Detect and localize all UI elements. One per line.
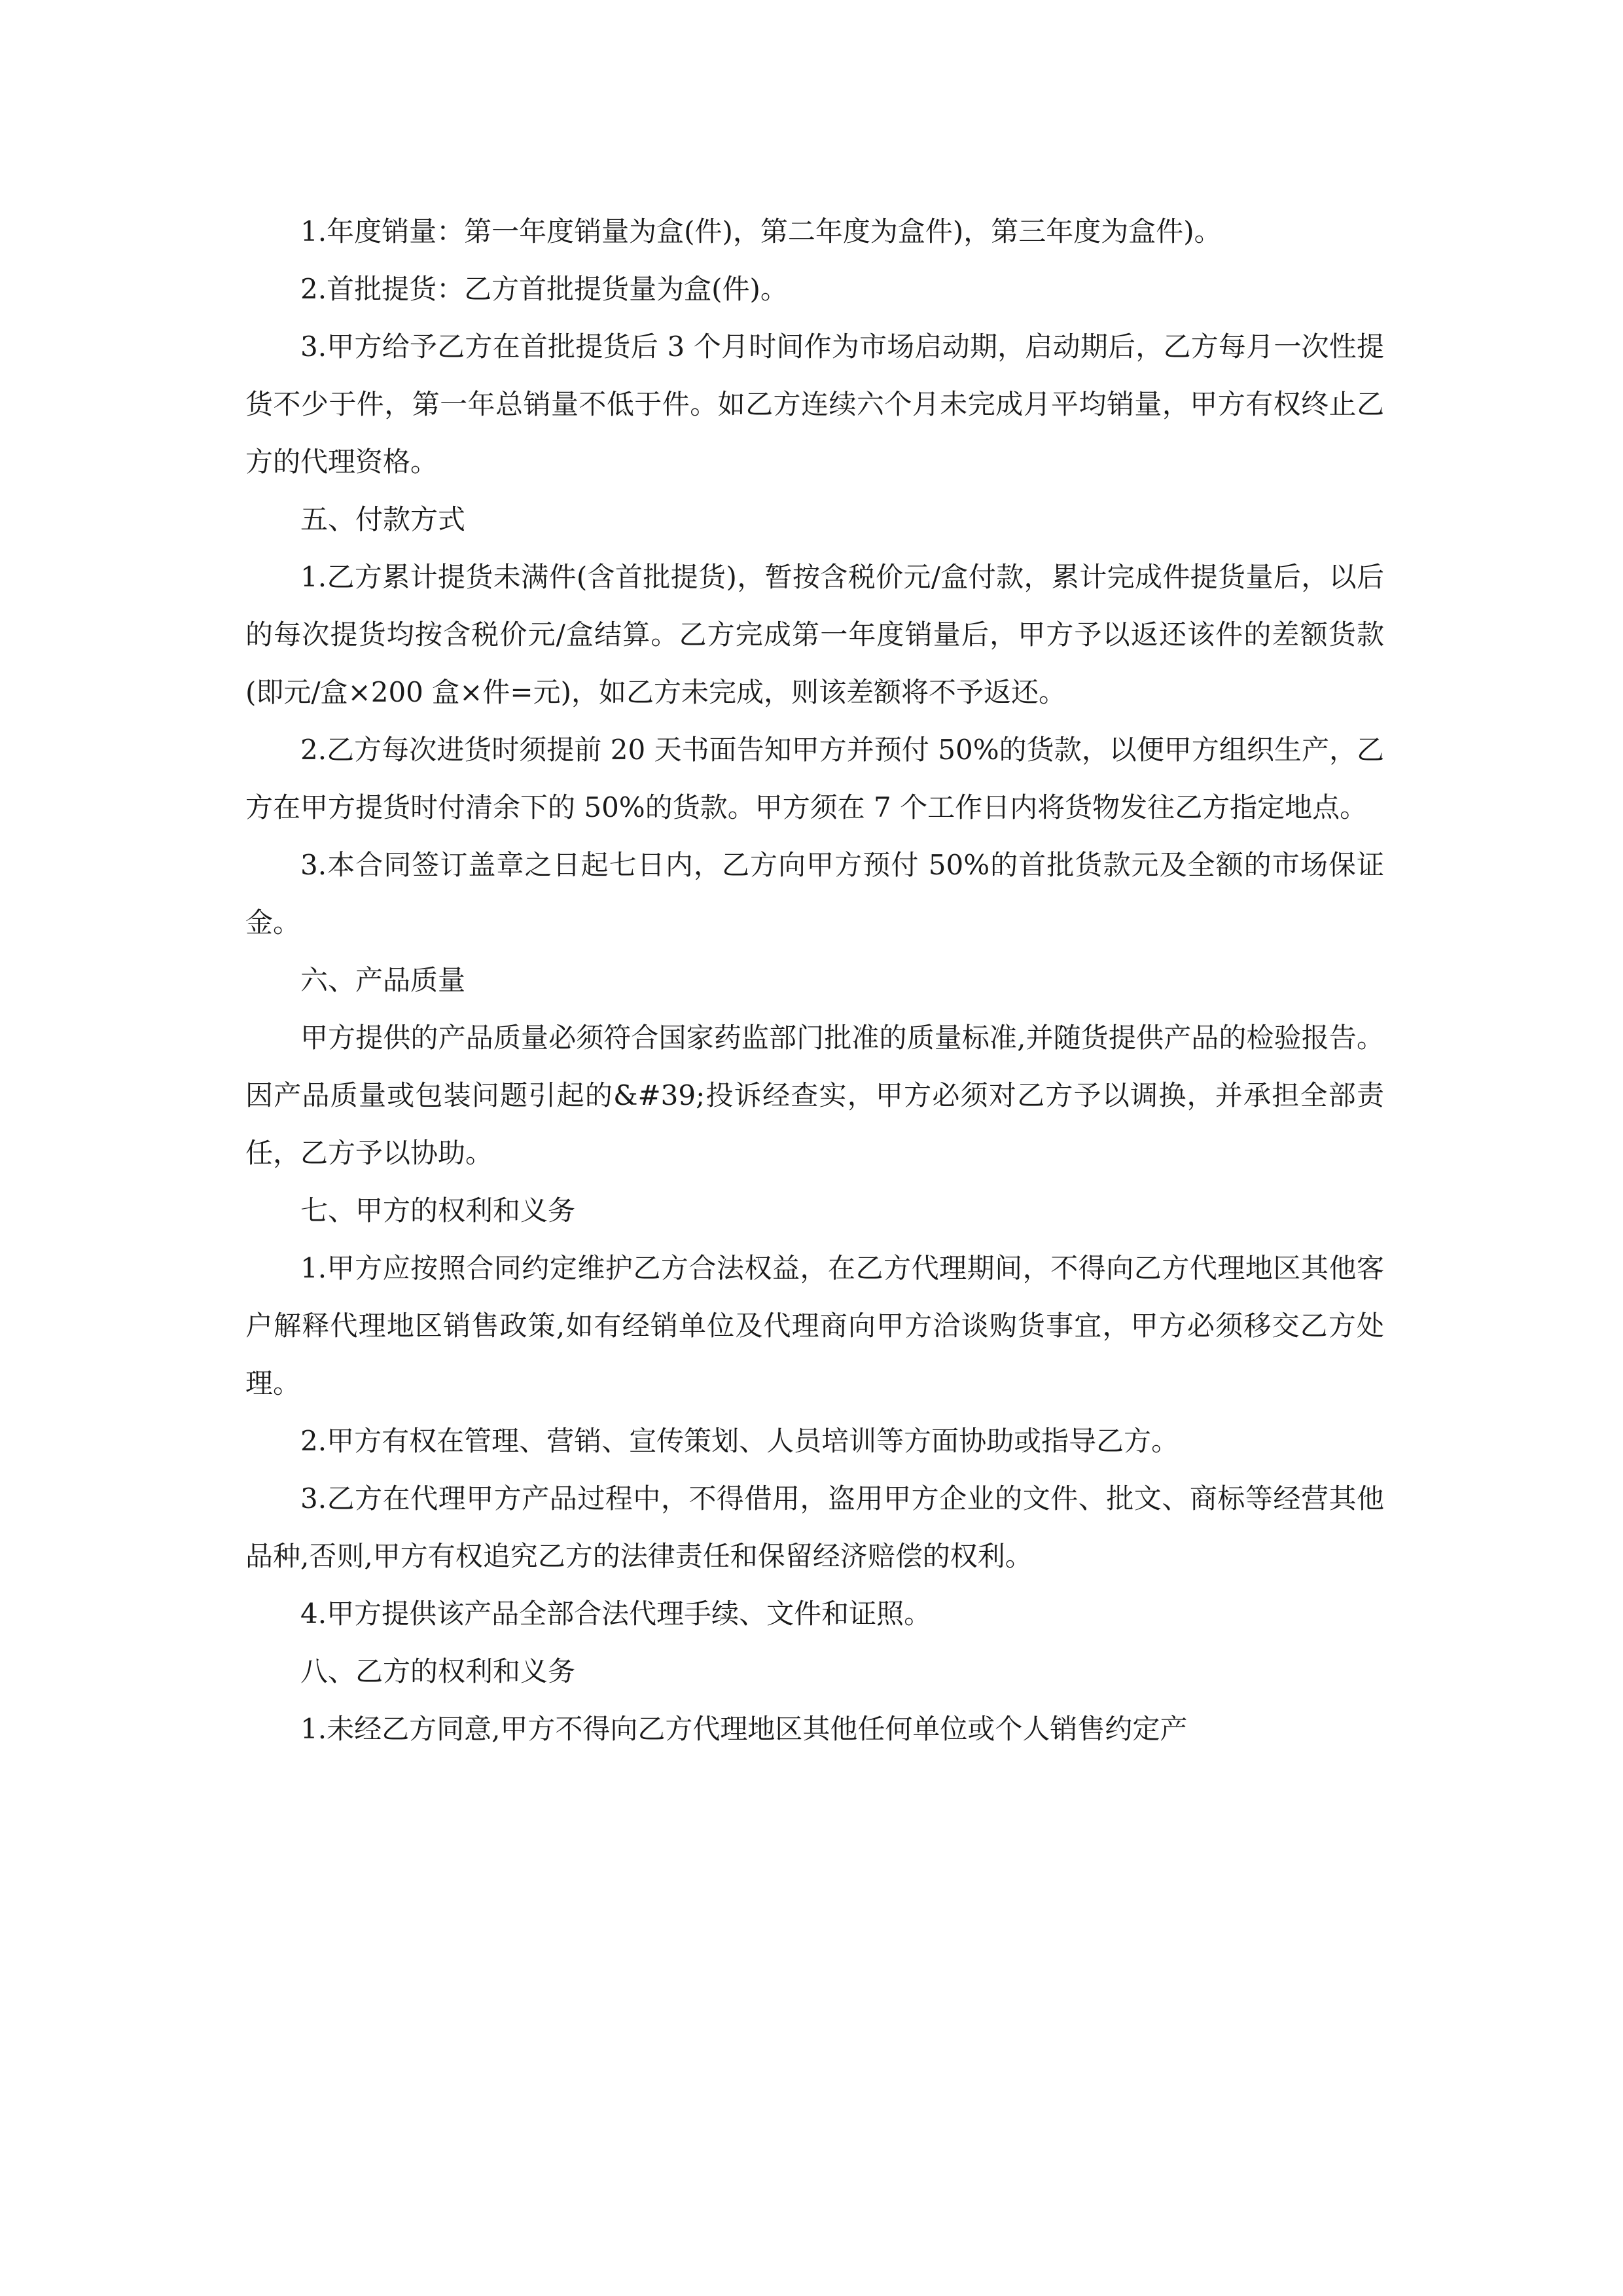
paragraph-party-a-3: 3.乙方在代理甲方产品过程中，不得借用，盗用甲方企业的文件、批文、商标等经营其他品种,否则,甲方有权追究乙方的法律责任和保留经济赔偿的权利。 xyxy=(245,1482,1384,1572)
paragraph-annual-sales: 1.年度销量：第一年度销量为盒(件)，第二年度为盒件)，第三年度为盒件)。 xyxy=(300,215,1222,247)
paragraph-party-a-4: 4.甲方提供该产品全部合法代理手续、文件和证照。 xyxy=(300,1598,932,1630)
section-heading-party-b: 八、乙方的权利和义务 xyxy=(300,1655,576,1687)
section-heading-party-a: 七、甲方的权利和义务 xyxy=(300,1194,576,1227)
paragraph-party-a-2: 2.甲方有权在管理、营销、宣传策划、人员培训等方面协助或指导乙方。 xyxy=(300,1425,1179,1457)
document-body xyxy=(245,203,1384,1758)
section-heading-quality: 六、产品质量 xyxy=(300,964,466,996)
paragraph-payment-3: 3.本合同签订盖章之日起七日内，乙方向甲方预付 50%的首批货款元及全额的市场保证金。 xyxy=(245,849,1384,939)
paragraph-party-b-1: 1.未经乙方同意,甲方不得向乙方代理地区其他任何单位或个人销售约定产 xyxy=(300,1713,1188,1745)
paragraph-launch-period: 3.甲方给予乙方在首批提货后 3 个月时间作为市场启动期，启动期后，乙方每月一次性提货不少于件，第一年总销量不低于件。如乙方连续六个月未完成月平均销量，甲方有权终止乙方的代理资格。 xyxy=(245,331,1384,478)
paragraph-payment-1: 1.乙方累计提货未满件(含首批提货)，暂按含税价元/盒付款，累计完成件提货量后，以后的每次提货均按含税价元/盒结算。乙方完成第一年度销量后，甲方予以返还该件的差额货款(即元/盒×200 盒×件=元)，如乙方未完成，则该差额将不予返还。 xyxy=(245,561,1384,708)
paragraph-party-a-1: 1.甲方应按照合同约定维护乙方合法权益，在乙方代理期间，不得向乙方代理地区其他客户解释代理地区销售政策,如有经销单位及代理商向甲方洽谈购货事宜，甲方必须移交乙方处理。 xyxy=(245,1252,1384,1399)
paragraph-quality: 甲方提供的产品质量必须符合国家药监部门批准的质量标准,并随货提供产品的检验报告。因产品质量或包装问题引起的&#39;投诉经查实，甲方必须对乙方予以调换，并承担全部责任，乙方予以协助。 xyxy=(245,1022,1384,1169)
section-heading-payment: 五、付款方式 xyxy=(300,503,466,535)
paragraph-first-batch: 2.首批提货：乙方首批提货量为盒(件)。 xyxy=(300,273,788,305)
paragraph-payment-2: 2.乙方每次进货时须提前 20 天书面告知甲方并预付 50%的货款，以便甲方组织生产，乙方在甲方提货时付清余下的 50%的货款。甲方须在 7 个工作日内将货物发往乙方指定地点。 xyxy=(245,734,1384,823)
